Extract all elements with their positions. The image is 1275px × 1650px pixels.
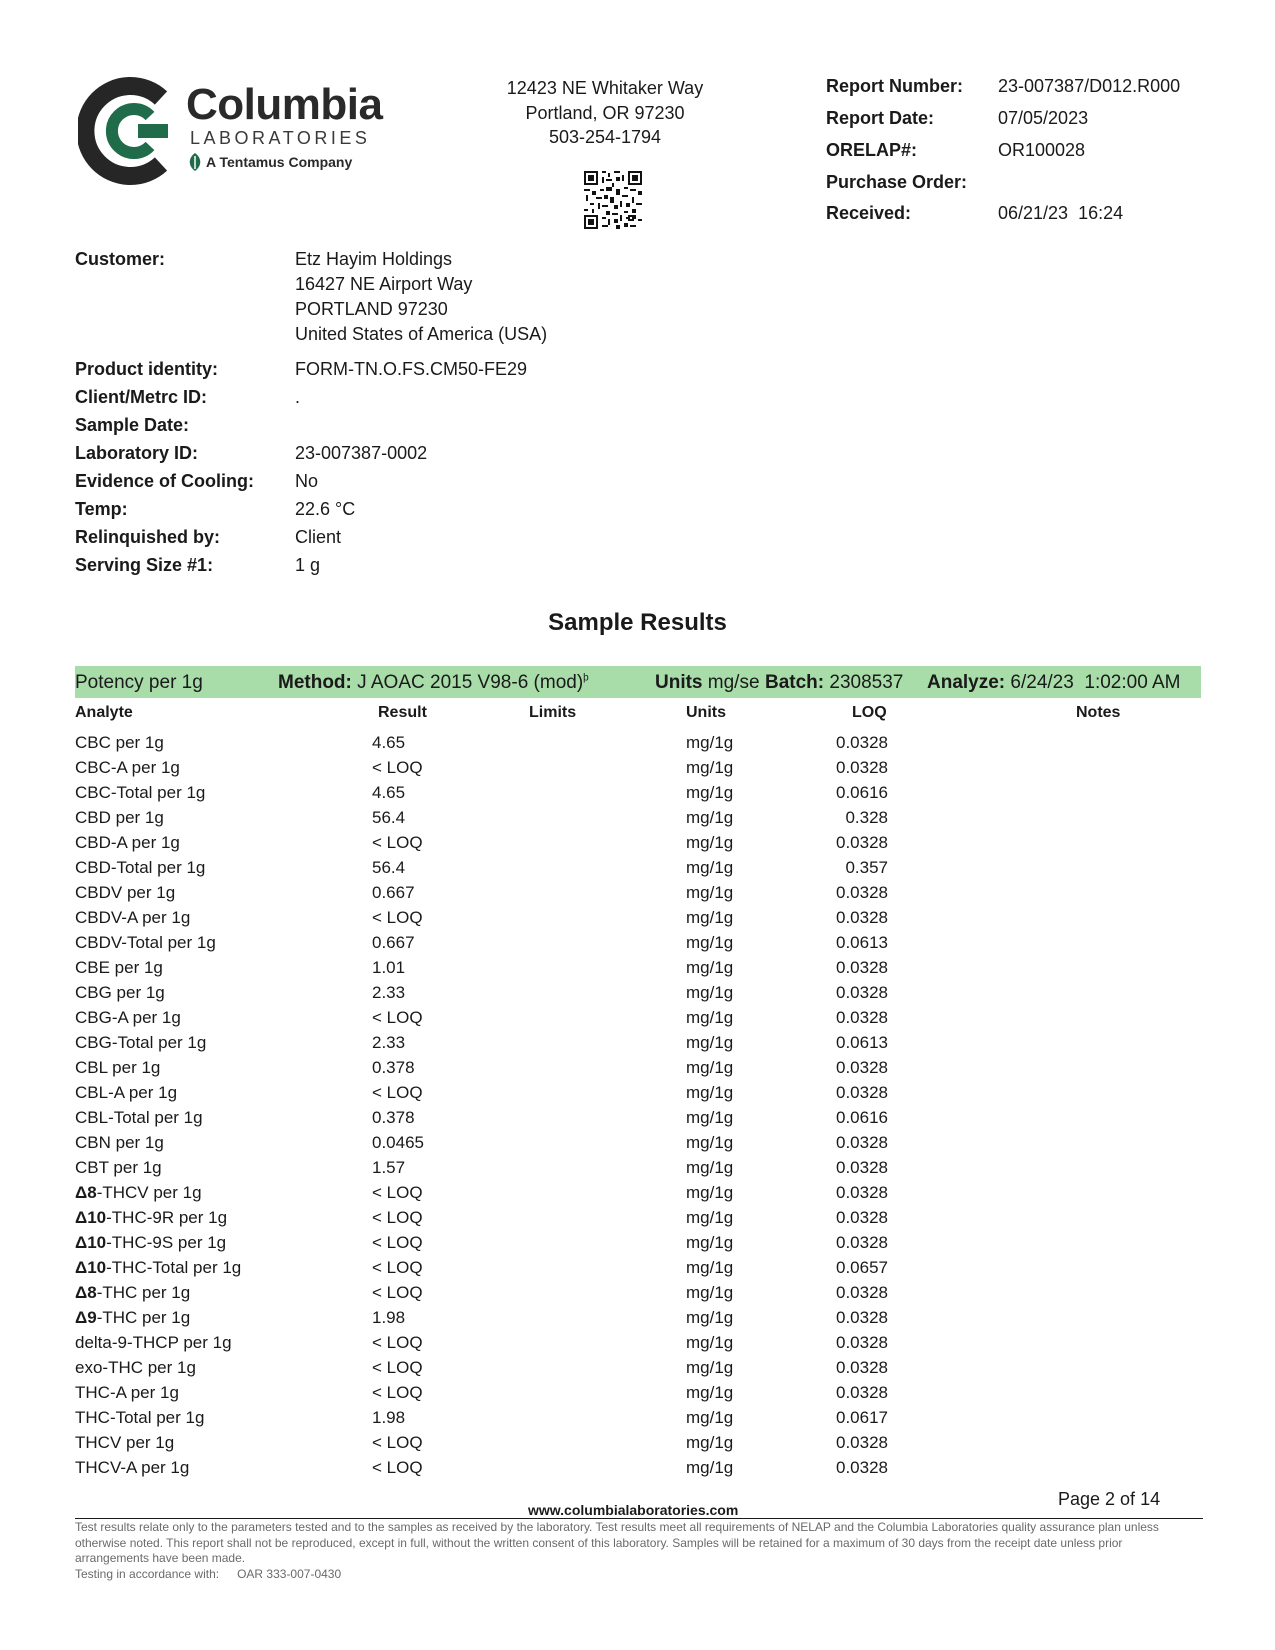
analyte-name (75, 1158, 162, 1178)
address-street: 12423 NE Whitaker Way (506, 78, 704, 98)
method-value: J AOAC 2015 V98-6 (mod) (357, 672, 584, 693)
table-row (0, 983, 1275, 1008)
result-value: 2.33 (372, 1033, 406, 1052)
loq-value: 0.0617 (836, 1408, 888, 1427)
analyte-label: CBC-A per 1g (75, 758, 180, 777)
analyte-label: -THC per 1g (96, 1308, 191, 1327)
units-value: mg/1g (686, 883, 734, 902)
analyte-name (75, 883, 175, 903)
result-value: < LOQ (372, 833, 423, 852)
table-row (0, 933, 1275, 958)
loq-value: 0.0328 (836, 833, 888, 852)
accordance-label: Testing in accordance with: (75, 1567, 220, 1581)
report-date-value: 07/05/2023 (998, 108, 1089, 128)
lab-address (480, 76, 730, 150)
logo-wordmark: Columbia (186, 80, 383, 129)
table-row (0, 958, 1275, 983)
loq-value: 0.0328 (836, 1008, 888, 1027)
serving-size-value: 1 g (295, 555, 321, 575)
analyte-name (75, 1383, 179, 1403)
result-value: 4.65 (372, 733, 406, 752)
column-header-notes: Notes (1076, 704, 1121, 721)
loq-value: 0.0328 (836, 1283, 888, 1302)
units-value: mg/1g (686, 1183, 734, 1202)
result-value: 0.667 (372, 883, 415, 902)
analyte-label: CBE per 1g (75, 958, 163, 977)
table-row (0, 883, 1275, 908)
column-header-loq: LOQ (852, 704, 887, 721)
units-value: mg/1g (686, 1008, 734, 1027)
tentamus-leaf-icon (186, 152, 204, 172)
analyte-label: CBDV-Total per 1g (75, 933, 216, 952)
temp-value: 22.6 °C (295, 499, 356, 519)
loq-value: 0.0328 (836, 1458, 888, 1477)
logo-tagline: A Tentamus Company (206, 154, 353, 170)
analyte-label: -THC per 1g (96, 1283, 191, 1302)
table-row (0, 908, 1275, 933)
qr-code-icon (584, 171, 642, 229)
table-row (0, 1083, 1275, 1108)
analyte-label: CBL-A per 1g (75, 1083, 178, 1102)
units-value: mg/1g (686, 1308, 734, 1327)
analyte-prefix: Δ10 (75, 1208, 107, 1227)
analyte-name (75, 1183, 202, 1203)
logo-subtitle: LABORATORIES (190, 128, 371, 148)
analyte-name (75, 1308, 190, 1328)
table-row (0, 783, 1275, 808)
analyte-prefix: Δ8 (75, 1183, 97, 1202)
client-metrc-value: . (295, 387, 301, 407)
loq-value: 0.0328 (836, 1158, 888, 1177)
accordance-value: OAR 333-007-0430 (237, 1567, 342, 1581)
loq-value: 0.0328 (836, 1233, 888, 1252)
table-row (0, 858, 1275, 883)
table-row (0, 1383, 1275, 1408)
result-value: 0.378 (372, 1058, 415, 1077)
units-value: mg/1g (686, 1083, 734, 1102)
received-label: Received: (826, 203, 912, 223)
table-row (0, 1183, 1275, 1208)
analyte-prefix: Δ9 (75, 1308, 97, 1327)
orelap-label: ORELAP#: (826, 140, 918, 160)
result-value: < LOQ (372, 1233, 423, 1252)
analyte-name (75, 1033, 206, 1053)
table-row (0, 1458, 1275, 1483)
purchase-order-label: Purchase Order: (826, 172, 968, 192)
result-value: 1.98 (372, 1408, 406, 1427)
analyte-label: THC-Total per 1g (75, 1408, 205, 1427)
result-value: 1.01 (372, 958, 406, 977)
serving-size-label: Serving Size #1: (75, 555, 214, 575)
report-number-label: Report Number: (826, 76, 964, 96)
units-value: mg/1g (686, 1033, 734, 1052)
table-row (0, 1408, 1275, 1433)
table-row (0, 833, 1275, 858)
units-value: mg/1g (686, 758, 734, 777)
result-value: 0.667 (372, 933, 415, 952)
laboratory-id-label: Laboratory ID: (75, 443, 199, 463)
analyte-label: THCV-A per 1g (75, 1458, 190, 1477)
loq-value: 0.0657 (836, 1258, 888, 1277)
method-mark: þ (583, 672, 589, 684)
loq-value: 0.0613 (836, 1033, 888, 1052)
table-row (0, 733, 1275, 758)
result-value: < LOQ (372, 1083, 423, 1102)
result-value: < LOQ (372, 908, 423, 927)
page-number: Page 2 of 14 (1058, 1489, 1161, 1509)
units-value: mg/1g (686, 733, 734, 752)
result-value: < LOQ (372, 1283, 423, 1302)
table-row (0, 1333, 1275, 1358)
client-metrc-label: Client/Metrc ID: (75, 387, 208, 407)
table-row (0, 1308, 1275, 1333)
units-value: mg/1g (686, 783, 734, 802)
analyte-prefix: Δ10 (75, 1233, 107, 1252)
analyte-label: -THC-9S per 1g (106, 1233, 227, 1252)
result-value: 56.4 (372, 858, 406, 877)
report-date-label: Report Date: (826, 108, 935, 128)
customer-country: United States of America (USA) (295, 324, 548, 344)
analyte-name (75, 1258, 241, 1278)
footer-divider (75, 1518, 1203, 1519)
analyte-name (75, 1058, 160, 1078)
laboratory-id-value: 23-007387-0002 (295, 443, 428, 463)
table-row (0, 1208, 1275, 1233)
loq-value: 0.0328 (836, 1358, 888, 1377)
analyte-name (75, 1408, 204, 1428)
units-value: mg/1g (686, 1233, 734, 1252)
loq-value: 0.357 (845, 858, 888, 877)
address-city: Portland, OR 97230 (525, 102, 685, 123)
analyte-name (75, 833, 180, 853)
loq-value: 0.0328 (836, 958, 888, 977)
units-value: mg/1g (686, 1433, 734, 1452)
relinquished-label: Relinquished by: (75, 527, 221, 547)
units-value: mg/1g (686, 1208, 734, 1227)
temp-label: Temp: (75, 499, 128, 519)
analyte-label: CBN per 1g (75, 1133, 164, 1152)
units-value: mg/1g (686, 1133, 734, 1152)
table-row (0, 1233, 1275, 1258)
units-value: mg/1g (686, 1358, 734, 1377)
units-value: mg/1g (686, 858, 734, 877)
analyze-label: Analyze: (927, 672, 1006, 693)
loq-value: 0.0613 (836, 933, 888, 952)
result-value: < LOQ (372, 1358, 423, 1377)
result-value: < LOQ (372, 1183, 423, 1202)
table-row (0, 1283, 1275, 1308)
cooling-label: Evidence of Cooling: (75, 471, 255, 491)
method-label: Method: (278, 672, 352, 693)
testing-accordance (75, 1567, 341, 1581)
analyte-prefix: Δ8 (75, 1283, 97, 1302)
cooling-value: No (295, 471, 319, 491)
analyte-name (75, 933, 216, 953)
analyte-name (75, 1233, 226, 1253)
loq-value: 0.0328 (836, 1183, 888, 1202)
result-value: < LOQ (372, 1258, 423, 1277)
analyte-name (75, 1433, 174, 1453)
units-value: mg/1g (686, 1383, 734, 1402)
table-row (0, 1108, 1275, 1133)
analyte-label: CBDV-A per 1g (75, 908, 191, 927)
batch-label: Batch: (765, 672, 825, 693)
units-value: mg/1g (686, 1158, 734, 1177)
result-value: 1.57 (372, 1158, 406, 1177)
loq-value: 0.328 (845, 808, 888, 827)
analyte-label: -THC-9R per 1g (106, 1208, 228, 1227)
loq-value: 0.0616 (836, 783, 888, 802)
units-value: mg/1g (686, 1258, 734, 1277)
analyte-label: CBC-Total per 1g (75, 783, 206, 802)
result-value: < LOQ (372, 758, 423, 777)
result-value: 56.4 (372, 808, 406, 827)
column-header-limits: Limits (529, 704, 577, 721)
section-title: Sample Results (548, 609, 727, 636)
analyte-name (75, 908, 190, 928)
column-header-units: Units (686, 704, 726, 721)
analyze-value: 6/24/23 1:02:00 AM (1010, 672, 1181, 693)
loq-value: 0.0328 (836, 1058, 888, 1077)
loq-value: 0.0328 (836, 733, 888, 752)
units-value: mg/1g (686, 1283, 734, 1302)
column-header-analyte: Analyte (75, 704, 133, 721)
loq-value: 0.0328 (836, 1133, 888, 1152)
analyte-name (75, 1133, 164, 1153)
column-header-result: Result (378, 704, 427, 721)
analyte-label: CBG-A per 1g (75, 1008, 181, 1027)
loq-value: 0.0328 (836, 1083, 888, 1102)
customer-city: PORTLAND 97230 (295, 299, 448, 319)
columbia-c-mark-icon (78, 76, 182, 186)
analyte-name (75, 783, 205, 803)
units-value: mg/1g (686, 958, 734, 977)
customer-label: Customer: (75, 249, 166, 269)
potency-title: Potency per 1g (75, 672, 203, 693)
table-row (0, 1008, 1275, 1033)
result-value: 1.98 (372, 1308, 406, 1327)
analyte-label: CBD-Total per 1g (75, 858, 206, 877)
customer-name: Etz Hayim Holdings (295, 249, 453, 269)
result-value: < LOQ (372, 1208, 423, 1227)
loq-value: 0.0328 (836, 1433, 888, 1452)
potency-header-band (75, 666, 1201, 698)
footer-disclaimer: Test results relate only to the parameters tested and to the samples as received by the laboratory. Test results meet all requirements of NELAP and the Columbia Laboratories quality assurance plan unless otherwise noted. This report shall not be reproduced, except in full, without the written consent of this laboratory. Samples will be retained for a maximum of 30 days from the receipt date unless prior arrangements have been made. (75, 1520, 1159, 1565)
units-value: mg/1g (686, 1408, 734, 1427)
units-value: mg/1g (686, 933, 734, 952)
analyte-label: exo-THC per 1g (75, 1358, 196, 1377)
loq-value: 0.0616 (836, 1108, 888, 1127)
result-value: < LOQ (372, 1433, 423, 1452)
loq-value: 0.0328 (836, 1208, 888, 1227)
units-value: mg/1g (686, 1058, 734, 1077)
analyte-label: delta-9-THCP per 1g (75, 1333, 232, 1352)
analyte-name (75, 1358, 196, 1378)
result-value: 4.65 (372, 783, 406, 802)
analyte-name (75, 808, 164, 828)
result-value: 0.0465 (372, 1133, 424, 1152)
analyte-name (75, 1083, 177, 1103)
analyte-label: CBD-A per 1g (75, 833, 180, 852)
columbia-logo (78, 76, 408, 186)
customer-street: 16427 NE Airport Way (295, 274, 473, 294)
analyte-name (75, 733, 164, 753)
analyte-label: CBL per 1g (75, 1058, 161, 1077)
product-identity-value: FORM-TN.O.FS.CM50-FE29 (295, 359, 528, 379)
analyte-label: CBT per 1g (75, 1158, 162, 1177)
table-row (0, 1133, 1275, 1158)
analyte-name (75, 983, 165, 1003)
analyte-label: THCV per 1g (75, 1433, 175, 1452)
table-row (0, 1358, 1275, 1383)
analyte-label: CBD per 1g (75, 808, 164, 827)
units-value: mg/se (707, 672, 760, 693)
result-value: 2.33 (372, 983, 406, 1002)
units-value: mg/1g (686, 983, 734, 1002)
loq-value: 0.0328 (836, 1383, 888, 1402)
analyte-name (75, 958, 163, 978)
analyte-name (75, 1333, 232, 1353)
analyte-label: CBG per 1g (75, 983, 165, 1002)
units-label: Units (655, 672, 703, 693)
loq-value: 0.0328 (836, 908, 888, 927)
analyte-name (75, 1283, 190, 1303)
analyte-prefix: Δ10 (75, 1258, 107, 1277)
analyte-name (75, 1458, 189, 1478)
table-row (0, 1033, 1275, 1058)
analyte-label: CBG-Total per 1g (75, 1033, 207, 1052)
loq-value: 0.0328 (836, 983, 888, 1002)
units-value: mg/1g (686, 1458, 734, 1477)
sample-date-label: Sample Date: (75, 415, 190, 435)
analyte-name (75, 1208, 227, 1228)
result-value: < LOQ (372, 1008, 423, 1027)
batch-value: 2308537 (829, 672, 904, 693)
units-value: mg/1g (686, 833, 734, 852)
table-row (0, 1433, 1275, 1458)
units-value: mg/1g (686, 1108, 734, 1127)
analyte-label: THC-A per 1g (75, 1383, 179, 1402)
received-value: 06/21/23 16:24 (998, 203, 1124, 223)
analyte-name (75, 858, 205, 878)
analyte-label: CBL-Total per 1g (75, 1108, 203, 1127)
result-value: < LOQ (372, 1383, 423, 1402)
analyte-label: CBC per 1g (75, 733, 164, 752)
table-row (0, 1058, 1275, 1083)
table-row (0, 1258, 1275, 1283)
table-row (0, 808, 1275, 833)
units-value: mg/1g (686, 908, 734, 927)
loq-value: 0.0328 (836, 1333, 888, 1352)
analyte-name (75, 1008, 181, 1028)
relinquished-value: Client (295, 527, 342, 547)
result-value: 0.378 (372, 1108, 415, 1127)
loq-value: 0.0328 (836, 883, 888, 902)
analyte-name (75, 758, 180, 778)
table-row (0, 1158, 1275, 1183)
analyte-label: CBDV per 1g (75, 883, 176, 902)
address-phone: 503-254-1794 (548, 127, 662, 147)
result-value: < LOQ (372, 1458, 423, 1477)
result-value: < LOQ (372, 1333, 423, 1352)
table-row (0, 758, 1275, 783)
units-value: mg/1g (686, 808, 734, 827)
analyte-label: -THC-Total per 1g (106, 1258, 242, 1277)
analyte-label: -THCV per 1g (96, 1183, 202, 1202)
analyte-name (75, 1108, 203, 1128)
product-identity-label: Product identity: (75, 359, 218, 379)
loq-value: 0.0328 (836, 758, 888, 777)
units-value: mg/1g (686, 1333, 734, 1352)
footer-url-link[interactable]: www.columbialaboratories.com (528, 1502, 739, 1518)
loq-value: 0.0328 (836, 1308, 888, 1327)
orelap-value: OR100028 (998, 140, 1086, 160)
report-number-value: 23-007387/D012.R000 (998, 76, 1181, 96)
